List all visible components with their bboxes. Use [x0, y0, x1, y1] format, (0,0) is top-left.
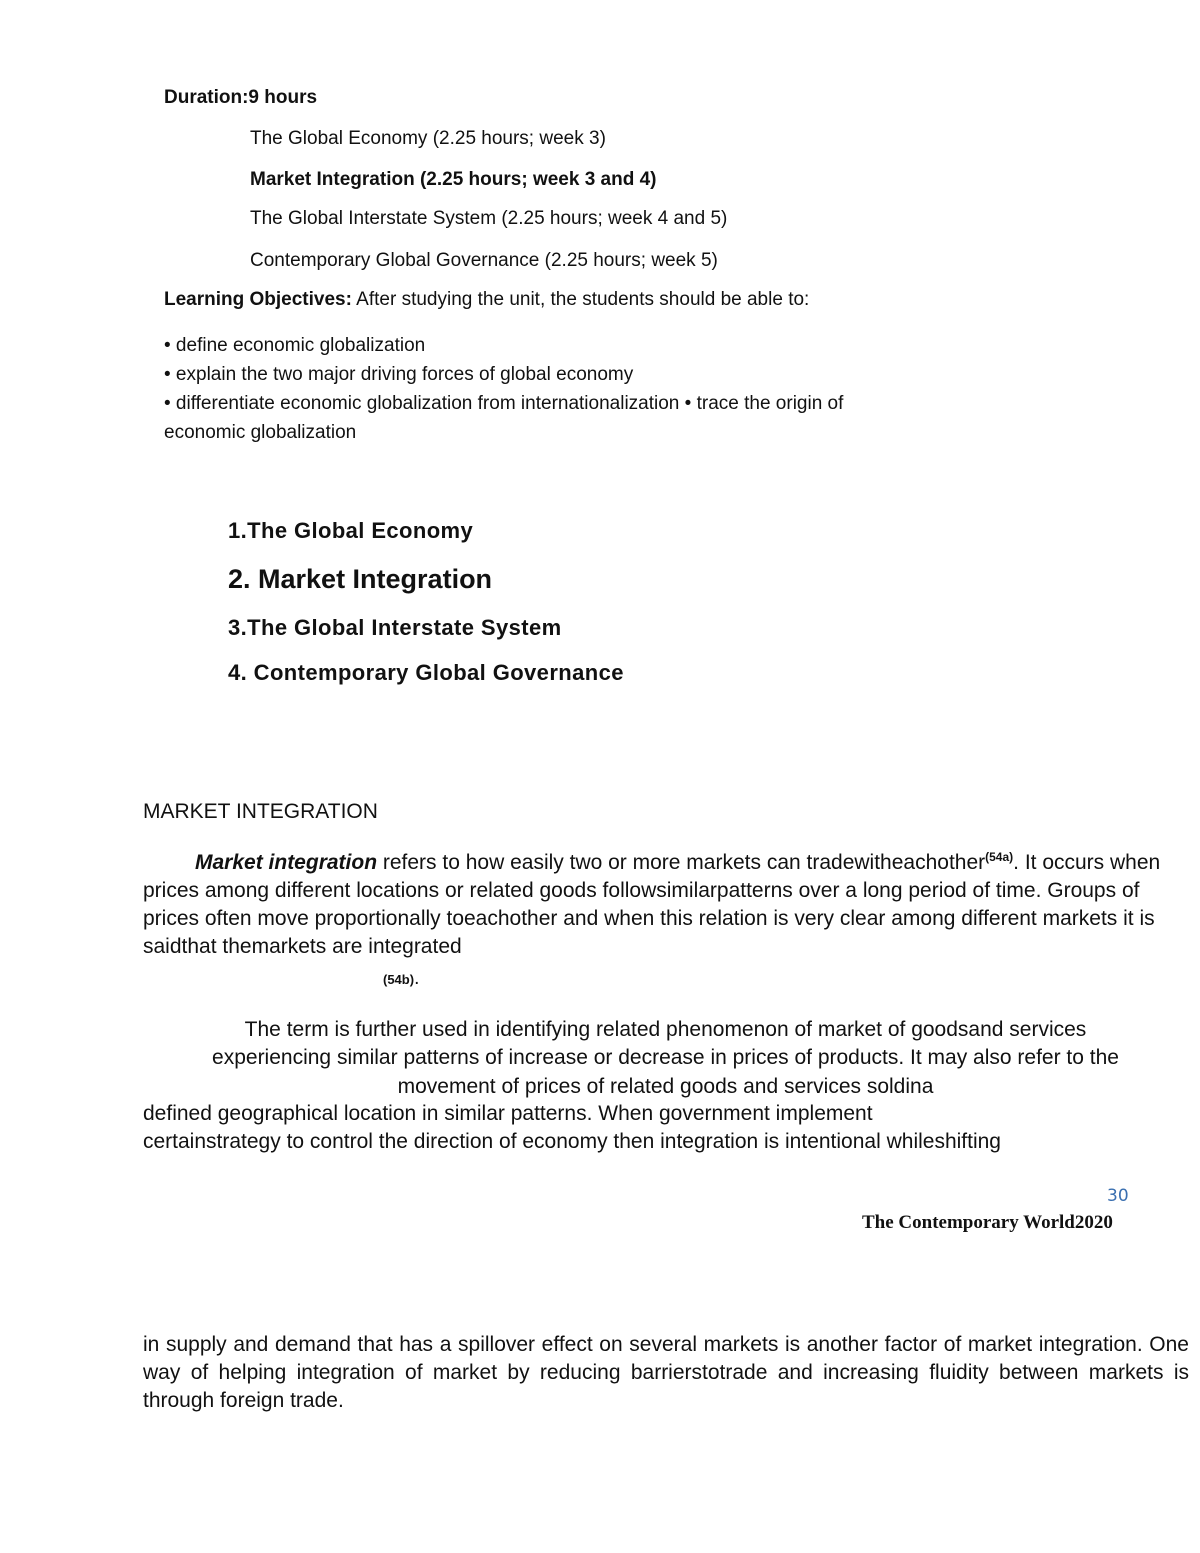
toc-item-global-economy: 1.The Global Economy	[228, 518, 474, 543]
objectives-list	[164, 331, 843, 447]
citation-54a: (54a)	[985, 850, 1014, 864]
page-number: 30	[1107, 1186, 1129, 1206]
paragraph-definition	[143, 849, 1188, 961]
citation-54b: (54b).	[383, 968, 420, 989]
toc-item-global-governance: 4. Contemporary Global Governance	[228, 660, 624, 685]
learning-objectives-label: Learning Objectives:	[164, 289, 352, 310]
paragraph-continued: in supply and demand that has a spillover effect on several markets is another factor of market integration. One way of helping integration of market by reducing barrierstotrade and increasing fluidity between markets is through foreign trade.	[143, 1333, 1189, 1412]
objective-item: • define economic globalization	[164, 335, 426, 356]
duration-heading: Duration:9 hours	[164, 87, 318, 108]
schedule-item-global-governance: Contemporary Global Governance (2.25 hours; week 5)	[250, 250, 718, 271]
definition-term: Market integration	[195, 851, 378, 874]
learning-objectives-intro	[164, 289, 809, 311]
learning-objectives-text: After studying the unit, the students should be able to:	[351, 289, 810, 310]
definition-text-continued: . It occurs when prices among different locations or related goods followsimilarpatterns over a long period of time. Groups of prices often move proportionally toeachother and when this relation is very clear among different markets it is saidthat themarkets are integrated	[143, 851, 1161, 958]
paragraph-line: certainstrategy to control the direction of economy then integration is intentional whileshifting	[143, 1130, 1001, 1153]
definition-text: refers to how easily two or more markets can tradewitheachother	[377, 851, 986, 874]
paragraph-line: movement of prices of related goods and services soldina	[397, 1075, 934, 1098]
toc-item-market-integration: 2. Market Integration	[228, 564, 493, 594]
toc-item-interstate-system: 3.The Global Interstate System	[228, 615, 562, 640]
paragraph-line: defined geographical location in similar patterns. When government implement	[143, 1102, 873, 1125]
objective-item: • differentiate economic globalization from internationalization • trace the origin of	[164, 393, 844, 414]
section-heading: MARKET INTEGRATION	[143, 800, 378, 823]
objective-item: economic globalization	[164, 422, 357, 443]
paragraph-line: The term is further used in identifying related phenomenon of market of goodsand services	[244, 1018, 1087, 1041]
schedule-item-market-integration: Market Integration (2.25 hours; week 3 and 4)	[250, 169, 657, 190]
schedule-item-interstate-system: The Global Interstate System (2.25 hours; week 4 and 5)	[250, 208, 728, 229]
schedule-item-global-economy: The Global Economy (2.25 hours; week 3)	[250, 128, 606, 149]
paragraph-line: experiencing similar patterns of increase or decrease in prices of products. It may also refer to the	[212, 1046, 1119, 1069]
page-footer: The Contemporary World2020	[862, 1212, 1113, 1233]
objective-item: • explain the two major driving forces of global economy	[164, 364, 634, 385]
